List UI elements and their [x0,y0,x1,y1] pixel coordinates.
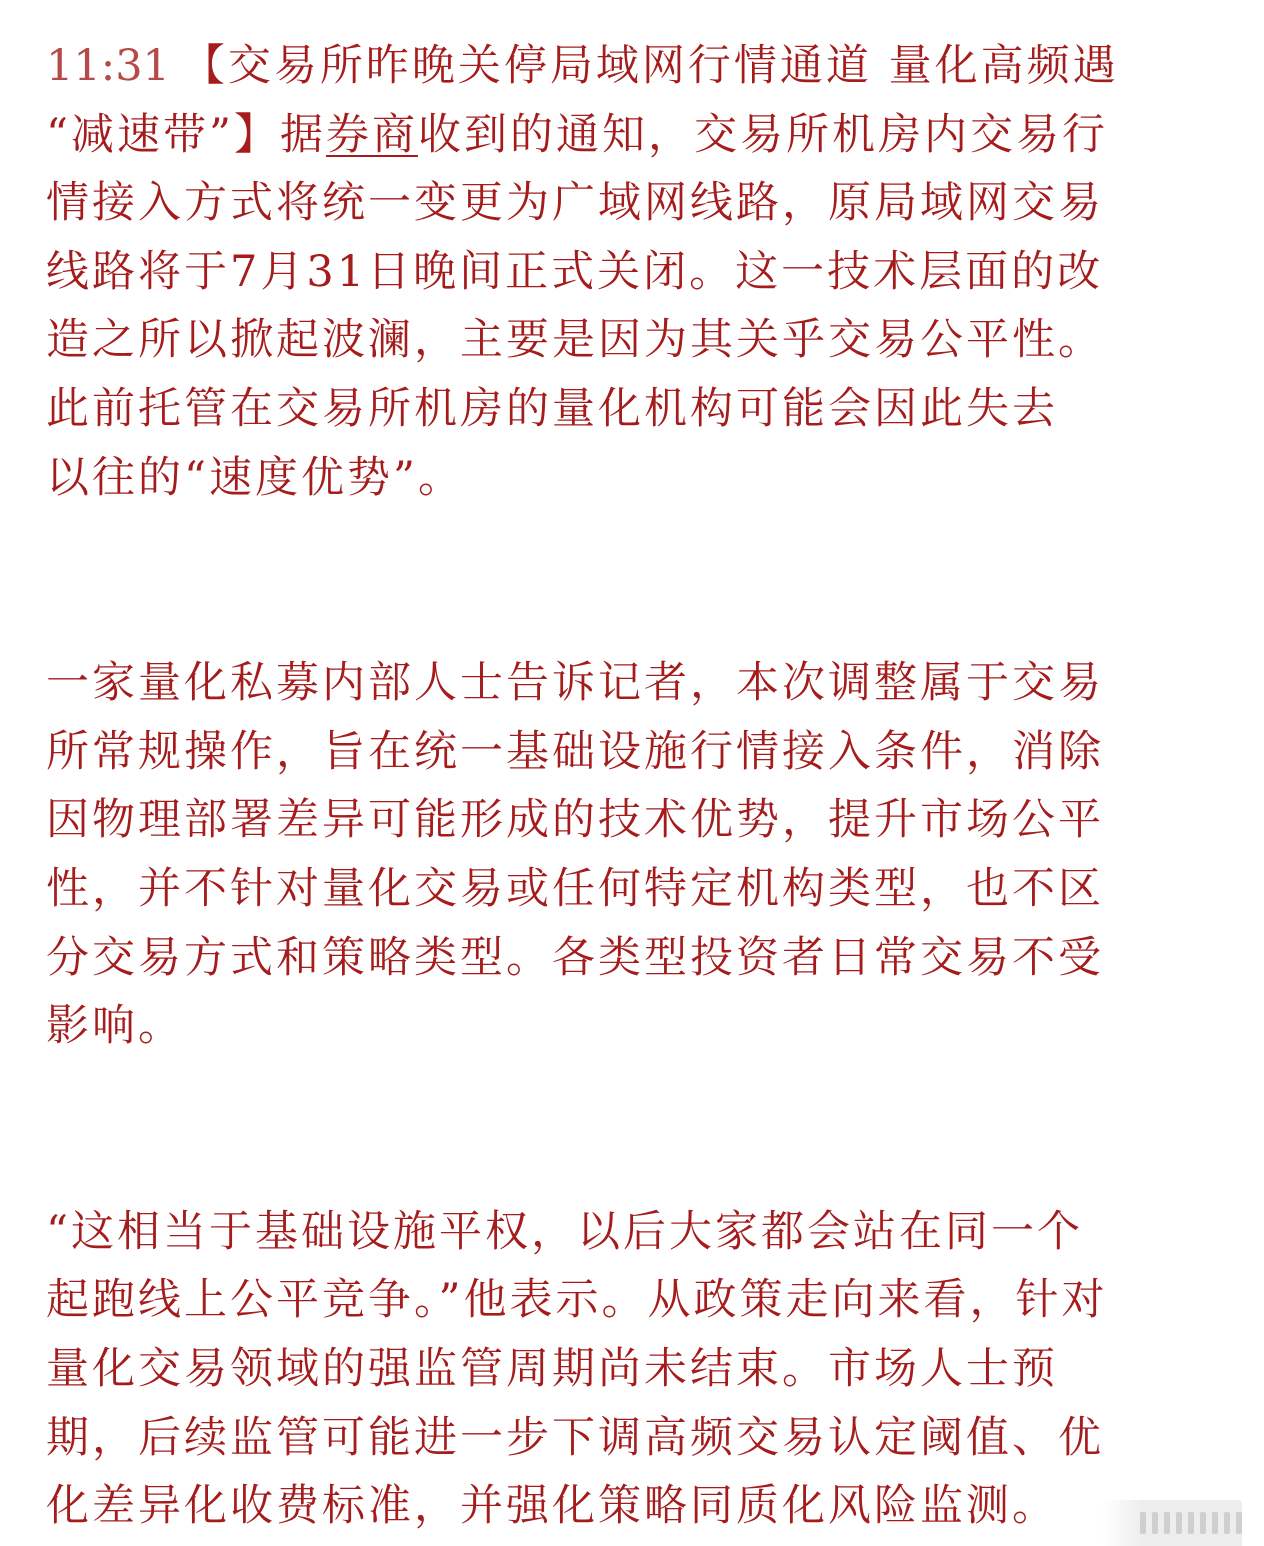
paragraph-1-line-2 [46,101,1226,170]
article-body [46,32,1226,1541]
paragraph-gap [46,512,1226,649]
headline-text-end: “减速带”】据 [46,109,326,160]
watermark-bars-icon [1102,1500,1242,1546]
watermark-bar [1164,1512,1170,1534]
paragraph-gap [46,1061,1226,1198]
watermark-bar [1140,1512,1146,1534]
body-text: 收到的通知，交易所机房内交易行 [417,109,1108,160]
watermark-bar [1212,1512,1218,1534]
paragraph-3-line: 化差异化收费标准，并强化策略同质化风险监测。 [46,1481,1058,1532]
paragraph-1-line-7: 以往的“速度优势”。 [46,452,464,503]
headline-text: 【交易所昨晚关停局域网行情通道 量化高频遇 [181,41,1119,91]
paragraph-2-line: 分交易方式和策略类型。各类型投资者日常交易不受 [46,932,1104,983]
watermark-bar [1176,1512,1182,1534]
paragraph-1-line-1 [46,32,1226,101]
paragraph-2-line: 所常规操作，旨在统一基础设施行情接入条件，消除 [46,726,1104,777]
timestamp: 11:31 [46,41,170,91]
paragraph-2-line: 影响。 [46,1001,184,1052]
paragraph-3-line: “这相当于基础设施平权，以后大家都会站在同一个 [46,1206,1083,1257]
paragraph-2 [46,649,1226,1061]
paragraph-3-line: 期，后续监管可能进一步下调高频交易认定阈值、优 [46,1412,1104,1463]
watermark-bar [1188,1512,1194,1534]
paragraph-3-line: 起跑线上公平竞争。”他表示。从政策走向来看，针对 [46,1275,1108,1326]
paragraph-3-line: 量化交易领域的强监管周期尚未结束。市场人士预 [46,1343,1058,1394]
paragraph-2-line: 性，并不针对量化交易或任何特定机构类型，也不区 [46,863,1104,914]
watermark-bar [1200,1512,1206,1534]
paragraph-2-line: 一家量化私募内部人士告诉记者，本次调整属于交易 [46,658,1104,709]
paragraph-1-line-6: 此前托管在交易所机房的量化机构可能会因此失去 [46,383,1058,434]
paragraph-1 [46,32,1226,512]
paragraph-3 [46,1198,1226,1541]
watermark-bar [1236,1512,1242,1534]
paragraph-1-line-4: 线路将于7月31日晚间正式关闭。这一技术层面的改 [46,246,1104,297]
paragraph-1-line-3: 情接入方式将统一变更为广域网线路，原局域网交易 [46,178,1104,229]
watermark-bar [1152,1512,1158,1534]
paragraph-1-line-5: 造之所以掀起波澜，主要是因为其关乎交易公平性。 [46,315,1104,366]
watermark-bar [1224,1512,1230,1534]
broker-link[interactable]: 券商 [325,109,418,160]
paragraph-2-line: 因物理部署差异可能形成的技术优势，提升市场公平 [46,795,1104,846]
